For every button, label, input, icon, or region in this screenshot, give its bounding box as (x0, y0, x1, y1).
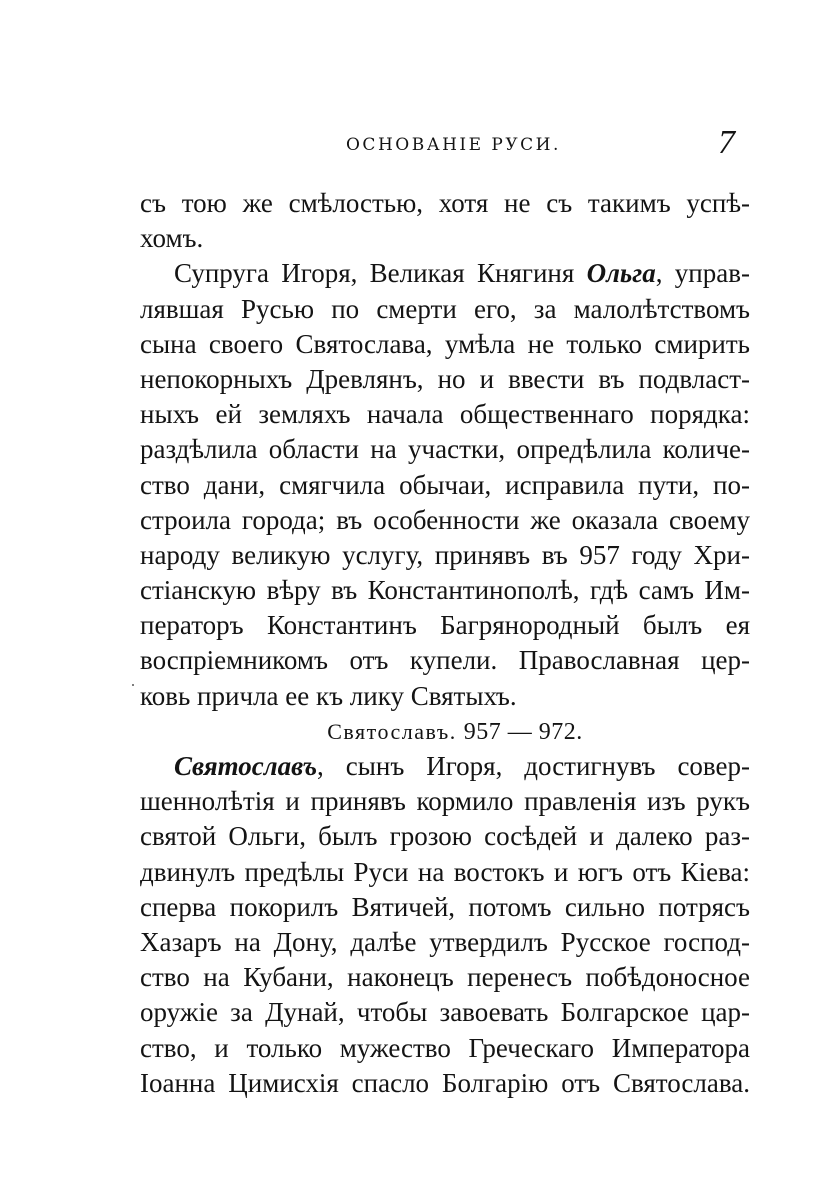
print-speck (132, 684, 134, 686)
text-line: строила города; въ особенности же оказала своему (140, 504, 750, 535)
text-line: сына своего Святослава, умѣла не только смирить (140, 328, 750, 359)
paragraph-svyatoslav (140, 749, 750, 1101)
text-line: раздѣлила области на участки, опредѣлила количе- (140, 434, 750, 465)
text-run: , управ- (655, 258, 750, 289)
text-line: Хазаръ на Дону, далѣе утвердилъ Русское господ- (140, 926, 750, 957)
paragraph-olga (140, 256, 750, 713)
emphasized-name: Ольга (586, 258, 656, 289)
text-line: ныхъ ей земляхъ начала общественнаго порядка: (140, 399, 750, 430)
text-line: святой Ольги, былъ грозою сосѣдей и далеко раз- (140, 821, 750, 852)
text-line: лявшая Русью по смерти его, за малолѣтствомъ (140, 293, 750, 324)
text-line: ство на Кубани, наконецъ перенесъ побѣдоносное (140, 962, 750, 993)
running-title: ОСНОВАНІЕ РУСИ. (346, 135, 561, 155)
text-run: , сынъ Игоря, достигнувъ совер- (317, 751, 750, 781)
text-line: сперва покорилъ Вятичей, потомъ сильно потрясъ (140, 891, 750, 922)
text-line: оружіе за Дунай, чтобы завоевать Болгарское цар- (140, 997, 750, 1028)
text-line: ство дани, смягчила обычаи, исправила пути, по- (140, 469, 750, 500)
text-line: стіанскую вѣру въ Константинополѣ, гдѣ самъ Им- (140, 575, 750, 606)
text-line: ператоръ Константинъ Багрянородный былъ ея (140, 610, 750, 641)
text-line: народу великую услугу, принявъ въ 957 году Хри- (140, 539, 750, 570)
text-line: ство, и только мужество Греческаго Императора (140, 1032, 750, 1063)
text-line: шеннолѣтія и принявъ кормило правленія изъ рукъ (140, 786, 750, 817)
section-heading (140, 714, 750, 749)
page-number: 7 (718, 124, 735, 161)
body-text (140, 186, 750, 1101)
text-line (140, 256, 750, 291)
paragraph-continuation (140, 186, 750, 256)
text-line: воспріемникомъ отъ купели. Православная цер- (140, 645, 750, 676)
emphasized-name: Святославъ (174, 751, 318, 781)
text-line: ковь причла ее къ лику Святыхъ. (140, 680, 517, 711)
text-run: Супруга Игоря, Великая Княгиня (174, 258, 587, 289)
section-dates: 957 — 972. (463, 718, 583, 745)
text-line: двинулъ предѣлы Руси на востокъ и югъ отъ Кіева: (140, 856, 750, 887)
text-line: непокорныхъ Древлянъ, но и ввести въ подвласт- (140, 363, 750, 394)
text-line (140, 749, 750, 784)
text-line: Іоанна Цимисхія спасло Болгарію отъ Святослава. (140, 1067, 750, 1098)
text-line: хомъ. (140, 223, 204, 254)
text-line: съ тою же смѣлостью, хотя не съ такимъ успѣ- (140, 188, 750, 218)
section-title: Святославъ. (327, 718, 457, 744)
